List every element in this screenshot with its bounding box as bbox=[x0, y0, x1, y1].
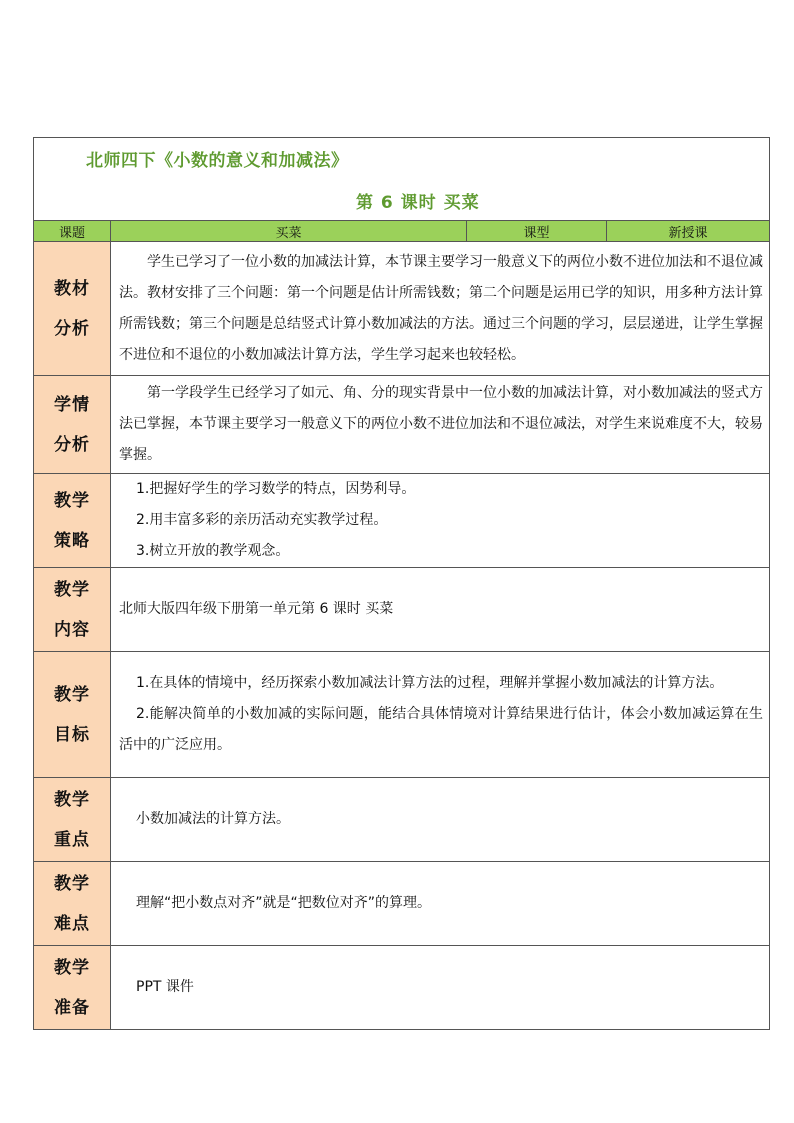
topic-value: 买菜 bbox=[111, 221, 467, 242]
row-label: 教学 目标 bbox=[34, 652, 111, 778]
row-content: 学生已学习了一位小数的加减法计算，本节课主要学习一般意义下的两位小数不进位加法和不退位减法。教材安排了三个问题：第一个问题是估计所需钱数；第二个问题是运用已学的知识，用多种方法计算所需钱数；第三个问题是总结竖式计算小数加减法的方法。通过三个问题的学习，层层递进，让学生掌握不进位和不退位的小数加减法计算方法，学生学习起来也较轻松。 bbox=[111, 242, 770, 376]
row-content: 理解“把小数点对齐”就是“把数位对齐”的算理。 bbox=[111, 862, 770, 946]
row-label: 教学 重点 bbox=[34, 778, 111, 862]
type-label: 课型 bbox=[467, 221, 607, 242]
row-textbook-analysis bbox=[34, 242, 770, 376]
row-teaching-strategy bbox=[34, 474, 770, 568]
row-label: 学情 分析 bbox=[34, 376, 111, 474]
row-teaching-content bbox=[34, 568, 770, 652]
row-content: 第一学段学生已经学习了如元、角、分的现实背景中一位小数的加减法计算，对小数加减法的竖式方法已掌握，本节课主要学习一般意义下的两位小数不进位加法和不退位减法，对学生来说难度不大，较易掌握。 bbox=[111, 376, 770, 474]
row-content: 北师大版四年级下册第一单元第 6 课时 买菜 bbox=[111, 568, 770, 652]
document-title: 北师四下《小数的意义和加减法》 bbox=[86, 151, 349, 171]
topic-label: 课题 bbox=[34, 221, 111, 242]
meta-row bbox=[34, 221, 770, 242]
row-label: 教学 内容 bbox=[34, 568, 111, 652]
list-item: 1.在具体的情境中，经历探索小数加减法计算方法的过程，理解并掌握小数加减法的计算方法。 bbox=[136, 675, 724, 691]
lesson-plan-sheet bbox=[33, 137, 769, 1030]
row-label: 教学 难点 bbox=[34, 862, 111, 946]
list-item: 2.用丰富多彩的亲历活动充实教学过程。 bbox=[136, 512, 388, 528]
lesson-title: 第 6 课时 买菜 bbox=[356, 193, 480, 213]
row-teaching-goals bbox=[34, 652, 770, 778]
row-key-points bbox=[34, 778, 770, 862]
row-label: 教学 准备 bbox=[34, 946, 111, 1030]
row-student-analysis bbox=[34, 376, 770, 474]
lesson-plan-table bbox=[33, 137, 770, 1030]
list-item: 1.把握好学生的学习数学的特点，因势利导。 bbox=[136, 481, 416, 497]
type-value: 新授课 bbox=[607, 221, 770, 242]
row-difficulties bbox=[34, 862, 770, 946]
header-cell bbox=[34, 138, 770, 221]
row-content: PPT 课件 bbox=[111, 946, 770, 1030]
row-preparation bbox=[34, 946, 770, 1030]
row-label: 教学 策略 bbox=[34, 474, 111, 568]
row-content bbox=[111, 652, 770, 778]
row-label: 教材 分析 bbox=[34, 242, 111, 376]
list-item: 2.能解决简单的小数加减的实际问题，能结合具体情境对计算结果进行估计，体会小数加减运算在生活中的广泛应用。 bbox=[119, 706, 763, 753]
row-content: 小数加减法的计算方法。 bbox=[111, 778, 770, 862]
list-item: 3.树立开放的教学观念。 bbox=[136, 543, 290, 559]
row-content bbox=[111, 474, 770, 568]
